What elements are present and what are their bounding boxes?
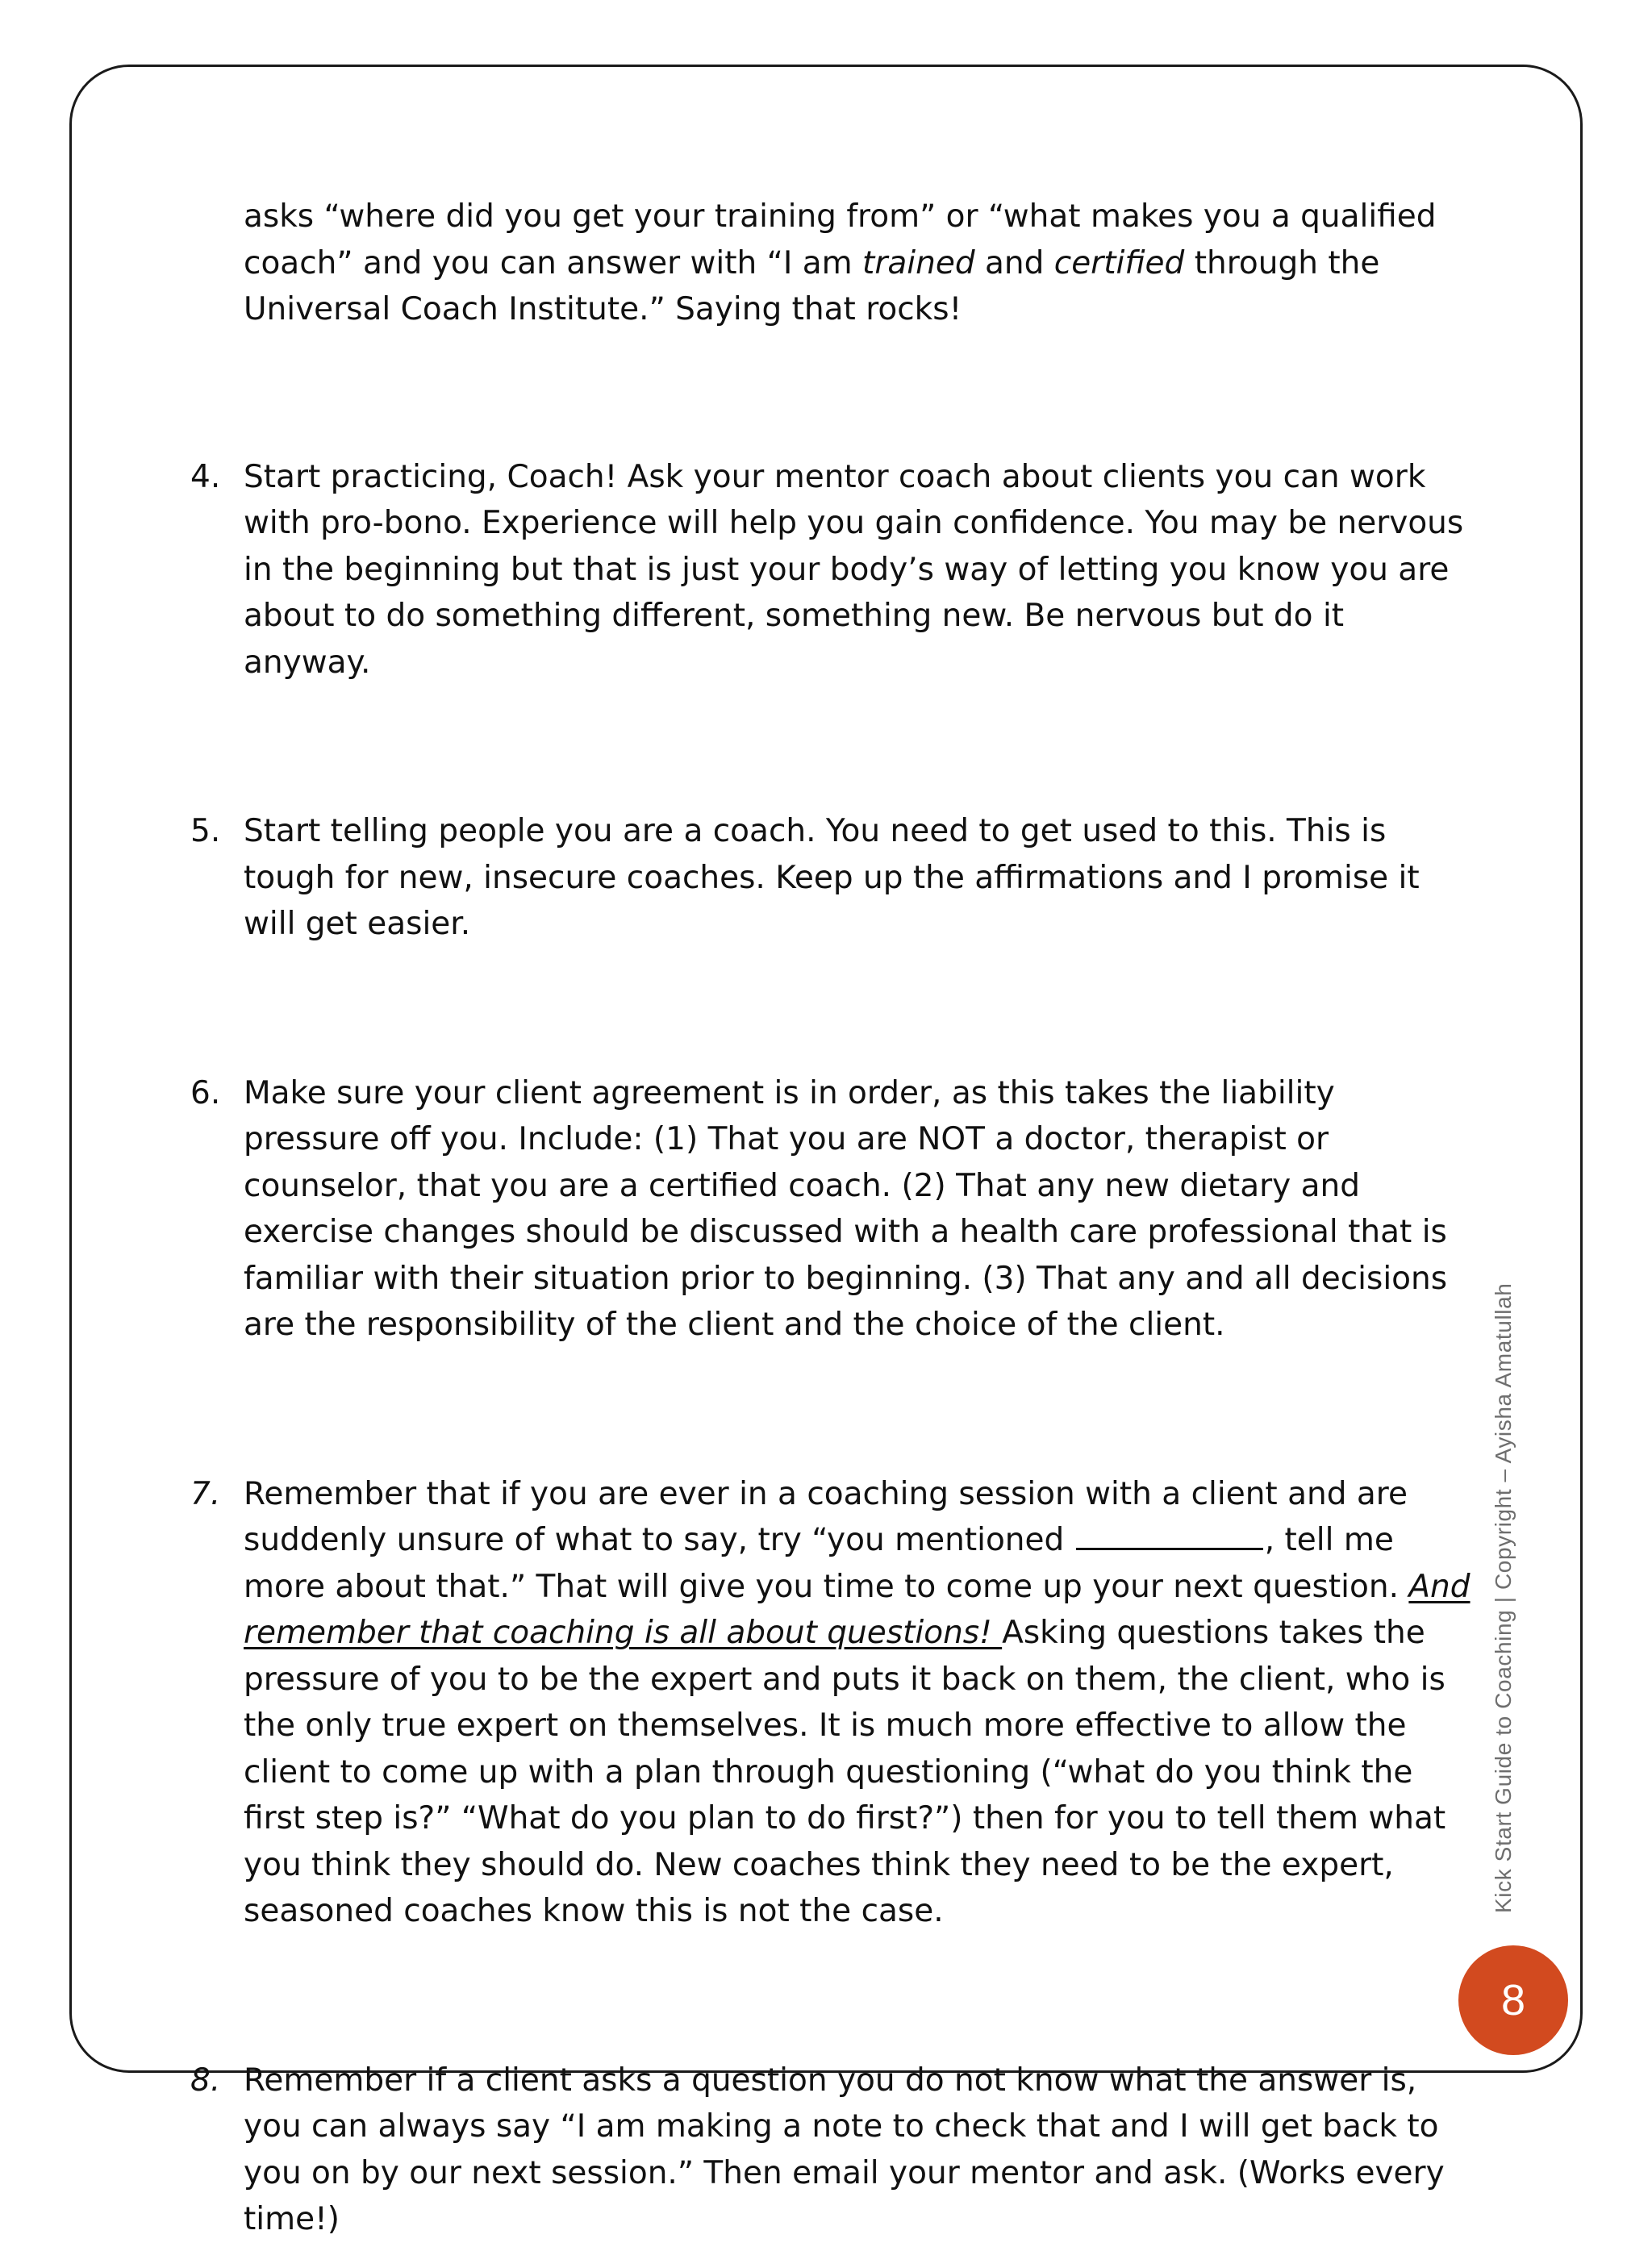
page-number: 8 bbox=[1500, 1976, 1526, 2024]
list-item-7 bbox=[190, 1471, 1473, 1935]
item-text: Start practicing, Coach! Ask your mentor coach about clients you can work with pro-bono. Experience will help you gain confidence. You may be nervous in the beginning but that is just your body’s way of letting you know you are about to do something different, something new. Be nervous but do it anyway. bbox=[244, 458, 1464, 681]
list-item-5 bbox=[190, 808, 1473, 948]
continuation-paragraph bbox=[190, 194, 1473, 333]
item-number: 5. bbox=[190, 813, 221, 849]
emphasis-trained: trained bbox=[862, 244, 975, 281]
list-item-8 bbox=[190, 2057, 1473, 2243]
list-item-4 bbox=[190, 454, 1473, 686]
item-text-c: Asking questions takes the pressure of you to be the expert and puts it back on them, the client, who is the only true expert on themselves. It is much more effective to allow the client to come up with a plan through questioning (“what do you think the first step is?” “What do you plan to do first?”) then for you to tell them what you think they should do. New coaches think they need to be the expert, seasoned coaches know this is not the case. bbox=[244, 1615, 1446, 1929]
continuation-text-3: through the Universal Coach Institute.” Saying that rocks! bbox=[244, 244, 1380, 327]
item-text bbox=[244, 1471, 1473, 1935]
item-text: Remember if a client asks a question you do not know what the answer is, you can always say “I am making a note to check that and I will get back to you on by our next session.” Then email your mentor and ask. (Works every time!) bbox=[244, 2062, 1445, 2237]
document-body bbox=[190, 194, 1473, 2243]
item-number: 6. bbox=[190, 1074, 221, 1111]
page-number-badge bbox=[1458, 1945, 1568, 2055]
fill-in-blank bbox=[1076, 1519, 1263, 1550]
item-text-a: Remember that if you are ever in a coaching session with a client and are suddenly unsure of what to say, try “you mentioned bbox=[244, 1475, 1408, 1558]
underlined-emphasis: And remember that coaching is all about questions! bbox=[244, 1568, 1471, 1651]
item-text-b: , tell me more about that.” That will give you time to come up your next question. bbox=[244, 1522, 1409, 1605]
emphasis-certified: certified bbox=[1053, 244, 1185, 281]
item-text: Start telling people you are a coach. You need to get used to this. This is tough for new, insecure coaches. Keep up the affirmations and I promise it will get easier. bbox=[244, 813, 1420, 942]
item-number: 4. bbox=[190, 458, 221, 495]
continuation-text-2: and bbox=[974, 244, 1054, 281]
continuation-text-1: asks “where did you get your training from” or “what makes you a qualified coach” and you can answer with “I am bbox=[244, 198, 1437, 281]
item-text: Make sure your client agreement is in order, as this takes the liability pressure off you. Include: (1) That you are NOT a doctor, therapist or counselor, that you are a certified coach. (2) That any new dietary and exercise changes should be discussed with a health care professional that is familiar with their situation prior to beginning. (3) That any and all decisions are the responsibility of the client and the choice of the client. bbox=[244, 1074, 1448, 1343]
item-number: 8. bbox=[190, 2062, 221, 2099]
list-item-6 bbox=[190, 1070, 1473, 1349]
copyright-side-label: Kick Start Guide to Coaching | Copyright – Ayisha Amatullah bbox=[1491, 1282, 1516, 1913]
item-number: 7. bbox=[190, 1475, 221, 1512]
